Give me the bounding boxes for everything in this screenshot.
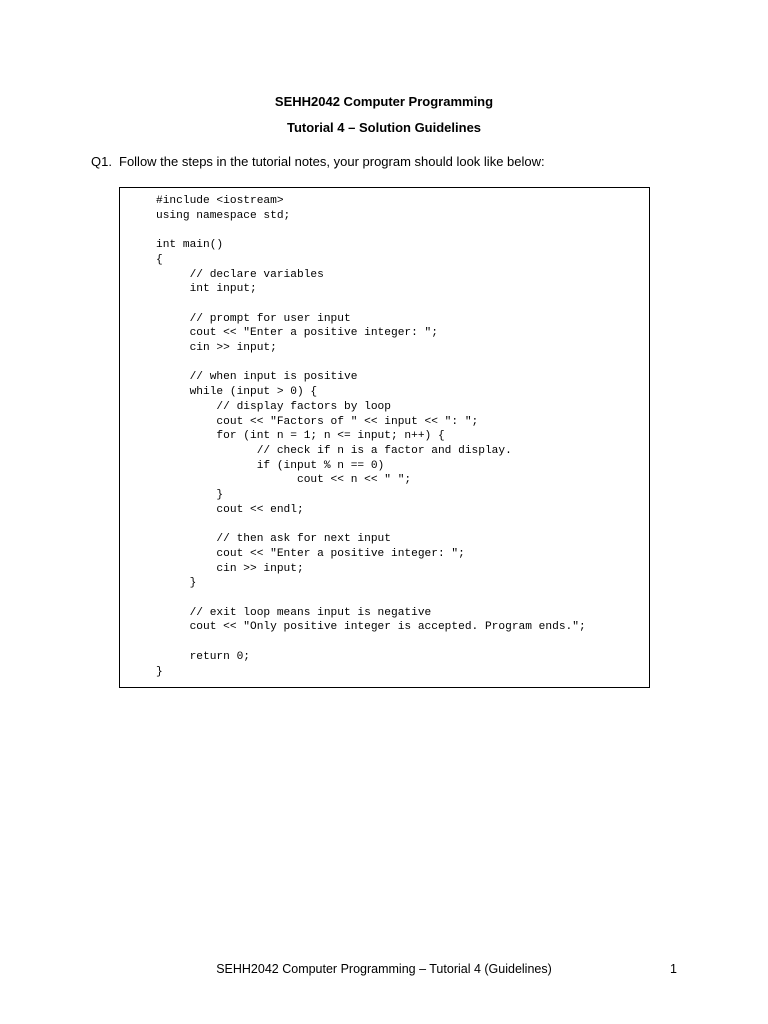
code-line: } — [156, 577, 197, 590]
code-line: { — [156, 253, 163, 266]
code-line: int main() — [156, 239, 224, 252]
code-line: cin >> input; — [156, 342, 277, 355]
code-line: } — [156, 665, 163, 678]
question-q1 — [91, 154, 545, 170]
code-line: cout << endl; — [156, 503, 304, 516]
code-line: int input; — [156, 283, 257, 296]
footer-text: SEHH2042 Computer Programming – Tutorial 4 (Guidelines) — [216, 962, 552, 976]
code-line: return 0; — [156, 650, 250, 663]
code-line: } — [156, 489, 224, 502]
question-text: Follow the steps in the tutorial notes, your program should look like below: — [119, 154, 545, 169]
code-line: // display factors by loop — [156, 400, 391, 413]
course-title: SEHH2042 Computer Programming — [274, 94, 494, 109]
code-line: cout << "Only positive integer is accepted. Program ends."; — [156, 621, 586, 634]
page-number: 1 — [670, 962, 677, 976]
code-listing-box — [119, 187, 650, 688]
code-line: while (input > 0) { — [156, 386, 318, 399]
code-line: cout << "Enter a positive integer: "; — [156, 327, 438, 340]
code-line: cout << n << " "; — [156, 474, 412, 487]
code-line: cout << "Enter a positive integer: "; — [156, 547, 465, 560]
question-number: Q1. — [91, 154, 112, 169]
code-line: cin >> input; — [156, 562, 304, 575]
code-line: // when input is positive — [156, 371, 358, 384]
code-line: #include <iostream> — [156, 195, 284, 207]
code-line: cout << "Factors of " << input << ": "; — [156, 415, 479, 428]
code-line: for (int n = 1; n <= input; n++) { — [156, 430, 445, 443]
code-line: if (input % n == 0) — [156, 459, 385, 472]
document-title: Tutorial 4 – Solution Guidelines — [286, 120, 482, 135]
code-line: // check if n is a factor and display. — [156, 444, 512, 457]
code-listing — [156, 194, 586, 679]
code-line: // prompt for user input — [156, 312, 351, 325]
code-line: // declare variables — [156, 268, 324, 281]
code-line: using namespace std; — [156, 209, 291, 222]
code-line: // then ask for next input — [156, 533, 391, 546]
code-line: // exit loop means input is negative — [156, 606, 432, 619]
